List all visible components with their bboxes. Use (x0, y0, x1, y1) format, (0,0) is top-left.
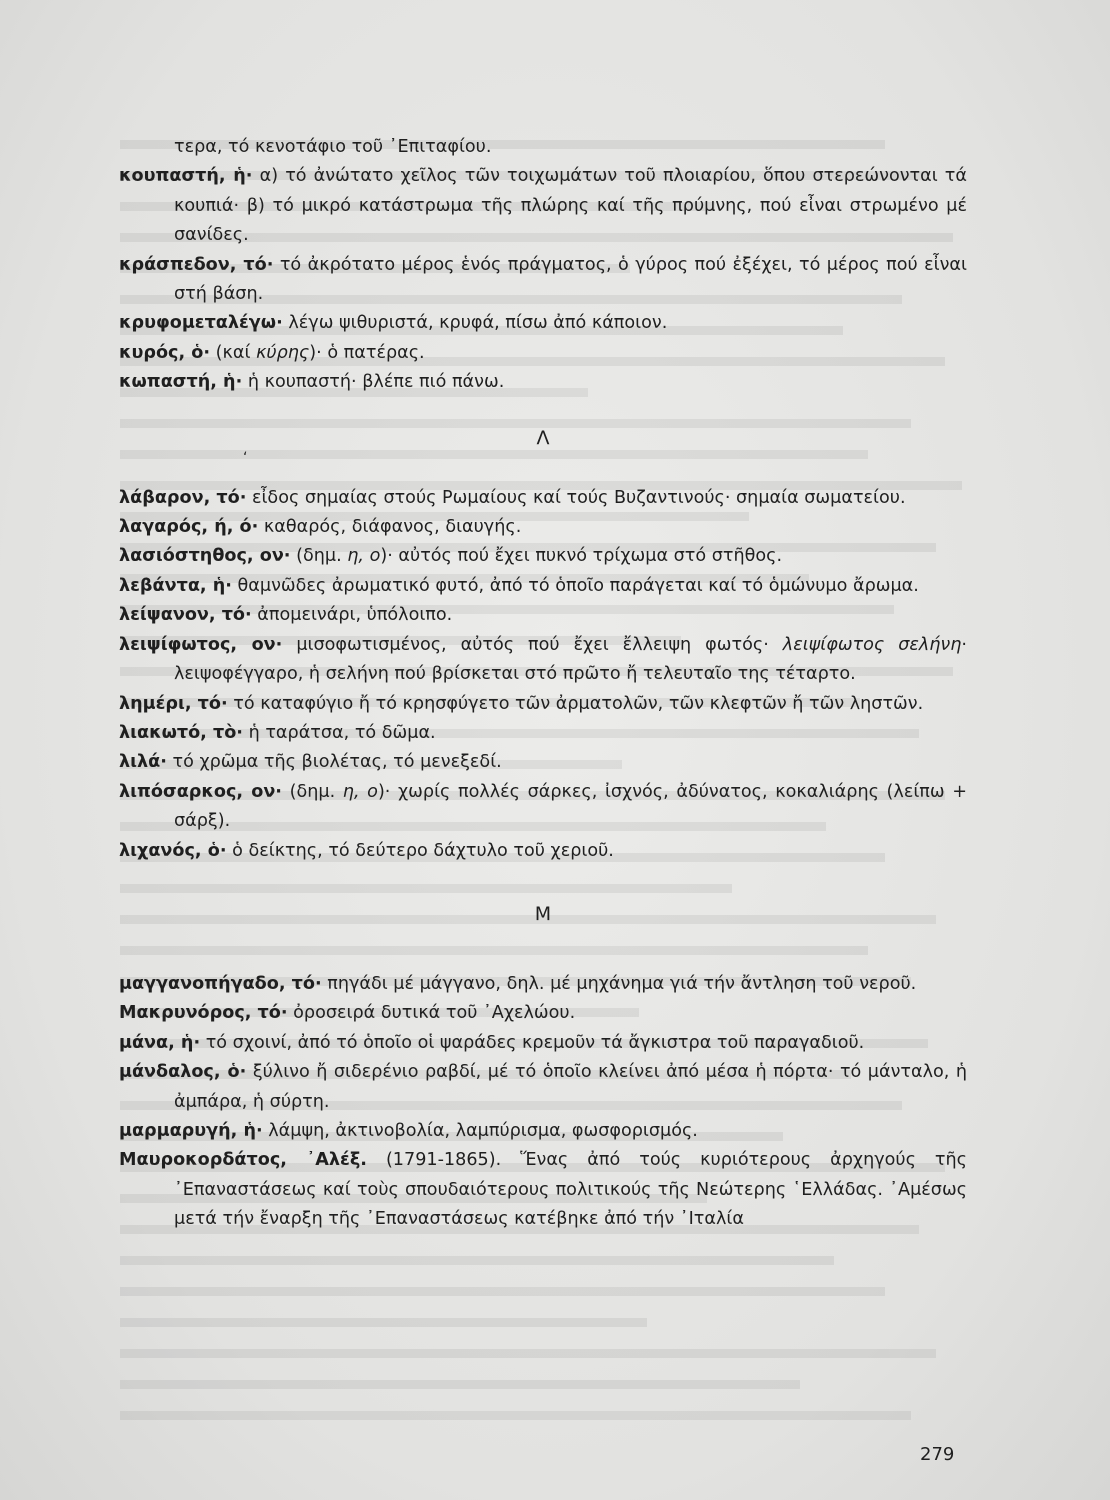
entry-kyros (119, 339, 967, 368)
continuation-line: τερα, τό κενοτάφιο τοῦ ᾿Επιταφίου. (174, 137, 492, 157)
definition: λέγω ψιθυριστά, κρυφά, πίσω ἀπό κάποιον. (282, 313, 668, 334)
headword: λάβαρον, τό· (119, 487, 247, 508)
headword: κωπαστή, ἡ· (119, 372, 243, 393)
headword: λιακωτό, τὸ· (119, 722, 243, 743)
entry-mavrokordatos (119, 1146, 967, 1234)
headword: κουπαστή, ἡ· (119, 166, 253, 187)
entry-kopasti (119, 368, 967, 397)
entry-leipsifotos (119, 631, 967, 690)
definition: τό ἀκρότατο μέρος ἑνός πράγματος, ὁ γύρος πού ἐξέχει, τό μέρος πού εἶναι στή βάση. (174, 254, 967, 305)
entry-koupasti (119, 162, 967, 250)
entry-levanta (119, 572, 967, 601)
definition-italic: η, ο (342, 781, 378, 802)
headword: μαρμαρυγή, ἡ· (119, 1120, 263, 1141)
headword: μαγγανοπήγαδο, τό· (119, 973, 322, 994)
entry-lavaron (119, 484, 967, 513)
definition: ἡ ταράτσα, τό δῶμα. (243, 722, 436, 743)
definition: εἶδος σημαίας στούς Ρωμαίους καί τούς Βυζαντινούς· σημαία σωματείου. (246, 487, 906, 508)
entry-liposarkos (119, 778, 967, 837)
definition: ἡ κουπαστή· βλέπε πιό πάνω. (242, 372, 505, 393)
definition: )· χωρίς πολλές σάρκες, ἰσχνός, ἀδύνατος, κοκαλιάρης (λείπω + σάρξ). (174, 781, 967, 832)
page-number: 279 (920, 1444, 955, 1465)
headword: λείψανον, τό· (119, 605, 252, 626)
entry-lila (119, 748, 967, 777)
entry-lemeri (119, 690, 967, 719)
headword: κυρός, ὁ· (119, 342, 211, 363)
definition: )· αὐτός πού ἔχει πυκνό τρίχωμα στό στῆθος. (380, 546, 783, 567)
section-letter-lambda: Λ (536, 426, 550, 449)
definition: (δημ. (290, 546, 348, 567)
entry-makrynoros (119, 999, 967, 1028)
entry-marmarygi (119, 1117, 967, 1146)
section-letter-mu: Μ (534, 902, 552, 925)
definition: θαμνῶδες ἀρωματικό φυτό, ἀπό τό ὁποῖο παράγεται καί τό ὁμώνυμο ἄρωμα. (231, 575, 919, 596)
definition: τό καταφύγιο ἤ τό κρησφύγετο τῶν ἀρματολῶν, τῶν κλεφτῶν ἤ τῶν ληστῶν. (227, 693, 924, 714)
definition: πηγάδι μέ μάγγανο, δηλ. μέ μηχάνημα γιά τήν ἄντληση τοῦ νεροῦ. (321, 973, 917, 994)
headword: λαγαρός, ή, ό· (119, 517, 259, 538)
headword: λιλά· (119, 752, 167, 773)
headword: Μαυροκορδάτος, ᾿Αλέξ. (119, 1150, 367, 1171)
definition: ὁ δείκτης, τό δεύτερο δάχτυλο τοῦ χεριοῦ. (226, 840, 614, 861)
definition: λάμψη, ἀκτινοβολία, λαμπύρισμα, φωσφορισμός. (262, 1120, 698, 1141)
entry-lagaros (119, 513, 967, 542)
definition: τό σχοινί, ἀπό τό ὁποῖο οἱ ψαράδες κρεμοῦν τά ἄγκιστρα τοῦ παραγαδιοῦ. (200, 1032, 865, 1053)
headword: κρυφομεταλέγω· (119, 313, 283, 334)
entry-liakoto (119, 719, 967, 748)
stray-mark: ‘ (243, 450, 248, 466)
definition: τό χρῶμα τῆς βιολέτας, τό μενεξεδί. (166, 752, 502, 773)
definition-italic: κύρης (256, 342, 310, 363)
text-column (119, 133, 967, 1235)
headword: λιπόσαρκος, ον· (119, 781, 282, 802)
entry-leipsanon (119, 601, 967, 630)
definition: μισοφωτισμένος, αὐτός πού ἔχει ἔλλειψη φωτός· (282, 634, 783, 655)
entry-mana (119, 1029, 967, 1058)
headword: λημέρι, τό· (119, 693, 228, 714)
headword: λεβάντα, ἡ· (119, 575, 232, 596)
entry-lichanos (119, 837, 967, 866)
definition: ὀροσειρά δυτικά τοῦ ᾿Αχελώου. (287, 1003, 576, 1024)
entry-kraspedon (119, 251, 967, 310)
definition: (δημ. (281, 781, 343, 802)
headword: λιχανός, ὁ· (119, 840, 227, 861)
headword: Μακρυνόρος, τό· (119, 1003, 288, 1024)
definition-italic: λειψίφωτος σελήνη (782, 634, 962, 655)
entry-lasiostithos (119, 542, 967, 571)
definition: καθαρός, διάφανος, διαυγής. (258, 517, 522, 538)
definition: ξύλινο ἤ σιδερένιο ραβδί, μέ τό ὁποῖο κλείνει ἀπό μέσα ἡ πόρτα· τό μάνταλο, ἡ ἀμπάρα, ἡ σύρτη. (174, 1062, 968, 1112)
entry-magganopigado (119, 970, 967, 999)
definition: (καί (210, 342, 257, 363)
headword: μάνδαλος, ὁ· (119, 1062, 247, 1083)
headword: μάνα, ἡ· (119, 1032, 201, 1053)
definition: · λειψοφέγγαρο, ἡ σελήνη πού βρίσκεται στό πρῶτο ἤ τελευταῖο της τέταρτο. (174, 634, 968, 685)
headword: λασιόστηθος, ον· (119, 546, 291, 567)
definition: )· ὁ πατέρας. (309, 342, 425, 363)
headword: λειψίφωτος, ον· (119, 634, 283, 655)
entry-kryfometalego (119, 309, 967, 338)
headword: κράσπεδον, τό· (119, 254, 274, 275)
entry-mandalos (119, 1058, 967, 1117)
definition: ἀπομεινάρι, ὑπόλοιπο. (251, 605, 453, 626)
definition: α) τό ἀνώτατο χεῖλος τῶν τοιχωμάτων τοῦ πλοιαρίου, ὅπου στερεώνονται τά κουπιά· β) τό μικρό κατάστρωμα τῆς πλώρης καί τῆς πρύμνης, πού εἶναι στρωμένο μέ σανίδες. (174, 166, 968, 246)
definition-italic: η, ο (347, 546, 381, 567)
definition: (1791-1865). Ἕνας ἀπό τούς κυριότερους ἀρχηγούς τῆς ᾿Επαναστάσεως καί τοὺς σπουδαιότερους πολιτικούς τῆς Νεώτερης ῾Ελλάδας. ᾿Αμέσως μετά τήν ἔναρξη τῆς ᾿Επαναστάσεως κατέβηκε ἀπό τήν ᾿Ιταλία (174, 1150, 968, 1230)
